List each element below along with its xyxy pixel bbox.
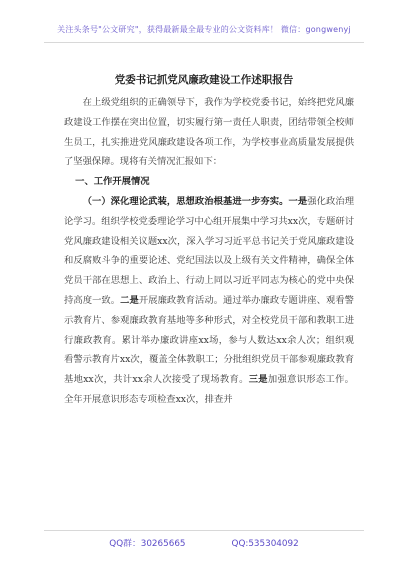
intro-paragraph: 在上级党组织的正确领导下，我作为学校党委书记，始终把党风廉政建设工作摆在突出位置，切实履行第一责任人职责，团结带领全校师生员工，扎实推进党风廉政建设各项工作，为学校事业高质量发展提供了坚强保障。现将有关情况汇报如下： — [64, 97, 354, 168]
sub-section-paragraph — [64, 192, 354, 410]
header-divider — [44, 42, 364, 43]
footer-divider — [44, 530, 364, 531]
point-2-text: 开展廉政教育活动。通过举办廉政专题讲座、观看警示教育片、参观廉政教育基地等多种形式，对全校党员干部和教职工进行廉政教育。累计举办廉政讲座xx场，参与人数达xx余人次；组织观看警示教育片xx次，覆盖全体教职工；分批组织党员干部参观廉政教育基地xx次，共计xx余人次接受了现场教育。 — [64, 294, 354, 386]
document-body — [64, 93, 354, 410]
footer-qq-contact: QQ:535304092 — [231, 539, 299, 549]
section-heading: 一、工作开展情况 — [75, 176, 150, 188]
point-3-text: 加强意识形态工作。全年开展意识形态专项检查xx次，排查并 — [64, 374, 354, 405]
footer — [0, 536, 408, 549]
document-title: 党委书记抓党风廉政建设工作述职报告 — [114, 74, 294, 86]
point-1-label: 一是 — [288, 195, 308, 207]
footer-qq-group: QQ群：30265665 — [109, 539, 186, 549]
point-1-text: 强化政治理论学习。组织学校党委理论学习中心组开展集中学习共xx次，专题研讨党风廉政建设相关议题xx次，深入学习习近平总书记关于党风廉政建设和反腐败斗争的重要论述、党纪国法以及上级有关文件精神，确保全体党员干部在思想上、政治上、行动上同以习近平同志为核心的党中央保持高度一致。 — [64, 195, 354, 306]
header-banner: 关注头条号"公文研究"，获得最新最全最专业的公文资料库！ 微信：gongwenyj — [57, 25, 351, 34]
point-2-label: 二是 — [120, 294, 139, 306]
point-3-label: 三是 — [248, 374, 268, 386]
sub-section-heading: （一）深化理论武装，思想政治根基进一步夯实。 — [82, 195, 289, 207]
